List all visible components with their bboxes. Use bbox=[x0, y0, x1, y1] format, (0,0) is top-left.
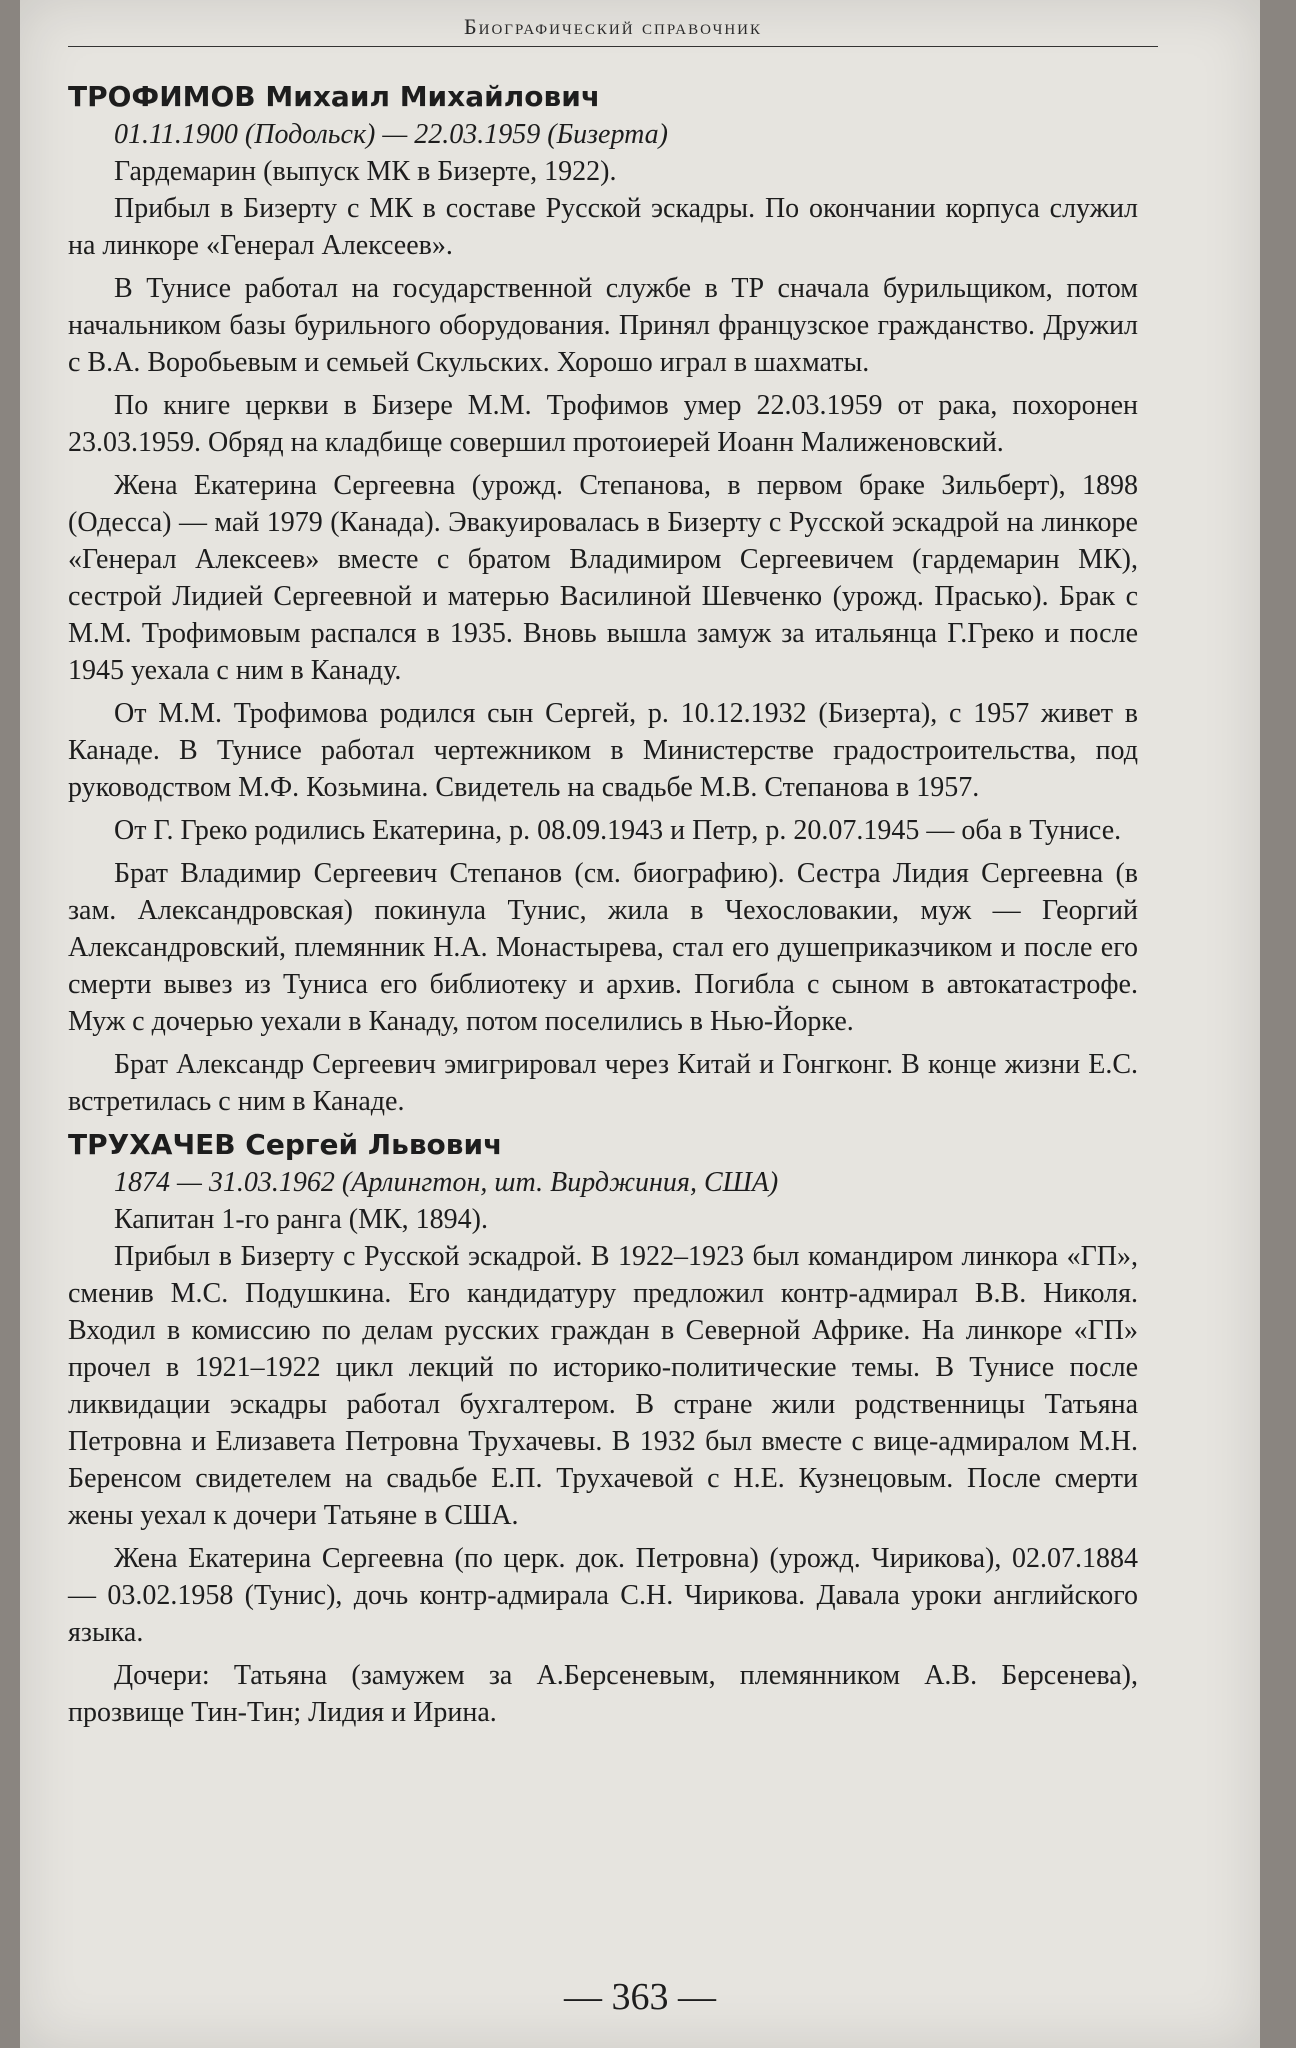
paragraph: Прибыл в Бизерту с Русской эскадрой. В 1922–1923 был командиром линкора «ГП», сменив М.С. Подушкина. Его кандидатуру предложил контр-адмирал В.В. Николя. Входил в комиссию по делам русских граждан в Северной Африке. На линкоре «ГП» прочел в 1921–1922 цикл лекций по историко-политические темы. В Тунисе после ликвидации эскадры работал бухгалтером. В стране жили родственницы Татьяна Петровна и Елизавета Петровна Трухачевы. В 1932 был вместе с вице-адмиралом М.Н. Беренсом свидетелем на свадьбе Е.П. Трухачевой с Н.Е. Кузнецовым. После смерти жены уехал к дочери Татьяне в США. bbox=[68, 1241, 1138, 1531]
entry-trukhachev bbox=[68, 1126, 1138, 1731]
book-page bbox=[20, 0, 1260, 2048]
paragraph: Жена Екатерина Сергеевна (по церк. док. Петровна) (урожд. Чирикова), 02.07.1884 — 03.02.1958 (Тунис), дочь контр-адмирала С.Н. Чирикова. Давала уроки английского языка. bbox=[68, 1543, 1138, 1648]
entry-name: ТРУХАЧЕВ Сергей Львович bbox=[68, 1128, 503, 1161]
page-body bbox=[68, 78, 1138, 1737]
entry-rank: Гардемарин (выпуск МК в Бизерте, 1922). bbox=[114, 156, 617, 187]
running-head: Биографический справочник bbox=[68, 14, 1158, 47]
entry-dates: 1874 — 31.03.1962 (Арлингтон, шт. Вирджиния, США) bbox=[114, 1167, 779, 1198]
entry-trofimov bbox=[68, 78, 1138, 1120]
paragraph: В Тунисе работал на государственной службе в ТР сначала бурильщиком, потом начальником базы бурильного оборудования. Принял французское гражданство. Дружил с В.А. Воробьевым и семьей Скульских. Хорошо играл в шахматы. bbox=[68, 273, 1138, 378]
paragraph: Прибыл в Бизерту с МК в составе Русской эскадры. По окончании корпуса служил на линкоре «Генерал Алексеев». bbox=[68, 193, 1138, 261]
entry-name: ТРОФИМОВ Михаил Михайлович bbox=[68, 80, 601, 113]
entry-rank: Капитан 1-го ранга (МК, 1894). bbox=[114, 1204, 488, 1235]
paragraph: Жена Екатерина Сергеевна (урожд. Степанова, в первом браке Зильберт), 1898 (Одесса) — май 1979 (Канада). Эвакуировалась в Бизерту с Русской эскадрой на линкоре «Генерал Алексеев» вместе с братом Владимиром Сергеевичем (гардемарин МК), сестрой Лидией Сергеевной и матерью Василиной Шевченко (урожд. Прасько). Брак с М.М. Трофимовым распался в 1935. Вновь вышла замуж за итальянца Г.Греко и после 1945 уехала с ним в Канаду. bbox=[68, 470, 1138, 686]
paragraph: От М.М. Трофимова родился сын Сергей, р. 10.12.1932 (Бизерта), с 1957 живет в Канаде. В Тунисе работал чертежником в Министерстве градостроительства, под руководством М.Ф. Козьмина. Свидетель на свадьбе М.В. Степанова в 1957. bbox=[68, 698, 1138, 803]
page-number: — 363 — bbox=[564, 1976, 716, 2018]
paragraph: От Г. Греко родились Екатерина, р. 08.09.1943 и Петр, р. 20.07.1945 — оба в Тунисе. bbox=[114, 815, 1122, 846]
paragraph: Брат Александр Сергеевич эмигрировал через Китай и Гонгконг. В конце жизни Е.С. встретилась с ним в Канаде. bbox=[68, 1049, 1138, 1117]
entry-dates: 01.11.1900 (Подольск) — 22.03.1959 (Бизерта) bbox=[114, 119, 668, 150]
paragraph: Дочери: Татьяна (замужем за А.Берсеневым, племянником А.В. Берсенева), прозвище Тин-Тин; Лидия и Ирина. bbox=[68, 1660, 1138, 1728]
paragraph: Брат Владимир Сергеевич Степанов (см. биографию). Сестра Лидия Сергеевна (в зам. Александровская) покинула Тунис, жила в Чехословакии, муж — Георгий Александровский, племянник Н.А. Монастырева, стал его душеприказчиком и после его смерти вывез из Туниса его библиотеку и архив. Погибла с сыном в автокатастрофе. Муж с дочерью уехали в Канаду, потом поселились в Нью-Йорке. bbox=[68, 858, 1138, 1037]
paragraph: По книге церкви в Бизере М.М. Трофимов умер 22.03.1959 от рака, похоронен 23.03.1959. Обряд на кладбище совершил протоиерей Иоанн Малиженовский. bbox=[68, 390, 1138, 458]
